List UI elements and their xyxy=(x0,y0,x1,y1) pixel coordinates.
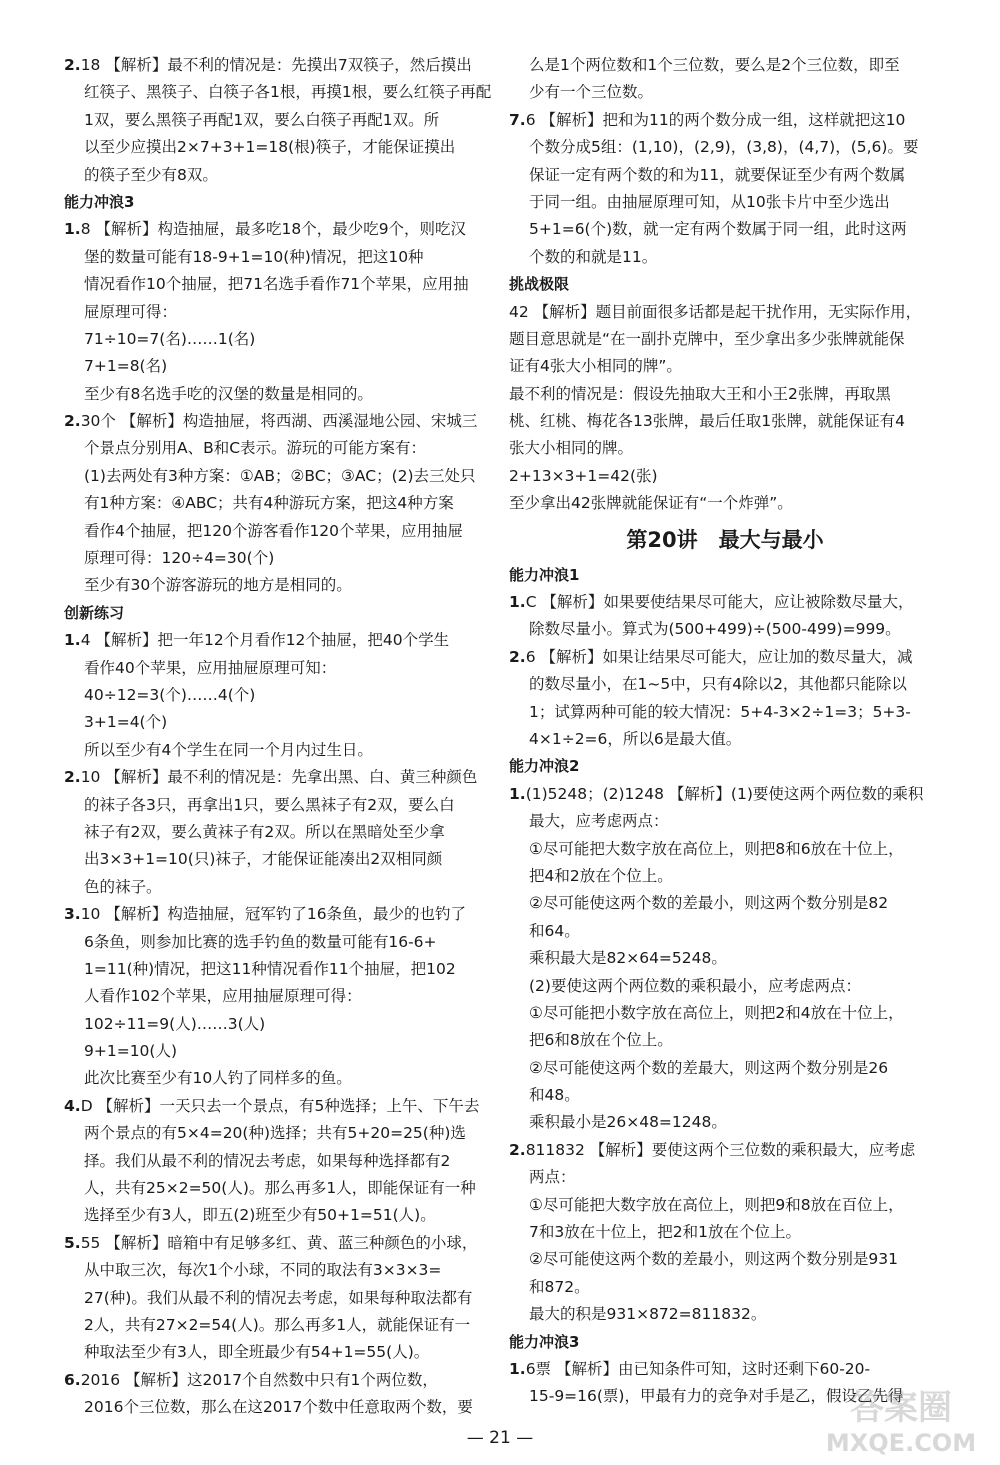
item-number: 1. xyxy=(64,220,81,239)
text-line: 27(种)。我们从最不利的情况去考虑，如果每种取法都有 xyxy=(84,1288,473,1307)
text-line: 最不利的情况是：假设先抽取大王和小王2张牌，再取黑 xyxy=(509,384,891,403)
text-line: 42 【解析】题目前面很多话都是起干扰作用，无实际作用， xyxy=(509,302,922,321)
text-line: 证有4张大小相同的牌”。 xyxy=(509,357,682,376)
text-line: 6条鱼，则参加比赛的选手钓鱼的数量可能有16-6+ xyxy=(84,932,437,951)
text-line: 的筷子至少有8双。 xyxy=(84,165,218,184)
text-line: 和872。 xyxy=(529,1277,590,1296)
text-line: 至少有30个游客游玩的地方是相同的。 xyxy=(84,576,352,595)
answer-line xyxy=(64,216,496,243)
text-line: 此次比赛至少有10人钓了同样多的鱼。 xyxy=(84,1069,352,1088)
text-line: ②尽可能使这两个数的差最大，则这两个数分别是26 xyxy=(529,1058,889,1077)
text-line: 个景点分别用A、B和C表示。游玩的可能方案有： xyxy=(84,439,427,458)
text-line: 选择至少有3人，即五(2)班至少有50+1=51(人)。 xyxy=(84,1206,436,1225)
item-number: 2. xyxy=(64,412,81,431)
text-line: 乘积最小是26×48=1248。 xyxy=(529,1113,727,1132)
text-line: 4×1÷2=6，所以6是最大值。 xyxy=(529,729,742,748)
answer-text: 6票 【解析】由已知条件可知，这时还剩下60-20- xyxy=(525,1359,871,1378)
text-line: 桃、红桃、梅花各13张牌，最后任取1张牌，就能保证有4 xyxy=(509,412,905,431)
answer-line xyxy=(64,627,496,654)
text-line: 保证一定有两个数的和为11，就要保证至少有两个数属 xyxy=(529,165,906,184)
text-line: 1=11(种)情况，把这11种情况看作11个抽屉，把102 xyxy=(84,959,456,978)
answer-line xyxy=(64,764,496,791)
watermark-text-top: 答案圈 xyxy=(850,1388,952,1428)
item-number: 4. xyxy=(64,1096,81,1115)
answer-text: 6 【解析】把和为11的两个数分成一组，这样就把这10 xyxy=(525,110,906,129)
text-line: 两点： xyxy=(529,1168,576,1187)
text-line: 的袜子各3只，再拿出1只，要么黑袜子有2双，要么白 xyxy=(84,795,455,814)
subsection-heading: 能力冲浪3 xyxy=(64,192,135,211)
text-line: 把6和8放在个位上。 xyxy=(529,1031,673,1050)
text-line: ①尽可能把大数字放在高位上，则把8和6放在十位上， xyxy=(529,839,904,858)
text-line: 至少有8名选手吃的汉堡的数量是相同的。 xyxy=(84,384,373,403)
answer-line xyxy=(64,1093,496,1120)
item-number: 2. xyxy=(64,768,81,787)
text-line: 除数尽量小。算式为(500+499)÷(500-499)=999。 xyxy=(529,620,901,639)
right-column xyxy=(509,52,941,1411)
answer-text: 4 【解析】把一年12个月看作12个抽屉，把40个学生 xyxy=(80,631,450,650)
answer-text: 30个 【解析】构造抽屉，将西湖、西溪湿地公园、宋城三 xyxy=(80,412,478,431)
answer-text: 6 【解析】如果让结果尽可能大，应让加的数尽量大，减 xyxy=(525,647,913,666)
text-line: ②尽可能使这两个数的差最小，则这两个数分别是931 xyxy=(529,1250,898,1269)
item-number: 2. xyxy=(509,647,526,666)
text-line: 1；试算两种可能的较大情况：5+4-3×2÷1=3；5+3- xyxy=(529,702,911,721)
subsection-heading: 创新练习 xyxy=(64,603,125,622)
text-line: 所以至少有4个学生在同一个月内过生日。 xyxy=(84,740,373,759)
answer-text: 55 【解析】暗箱中有足够多红、黄、蓝三种颜色的小球， xyxy=(80,1233,478,1252)
item-number: 1. xyxy=(509,1359,526,1378)
item-number: 6. xyxy=(64,1370,81,1389)
text-line: 看作40个苹果，应用抽屉原理可知： xyxy=(84,658,337,677)
text-line: 至少拿出42张牌就能保证有“一个炸弹”。 xyxy=(509,494,793,513)
item-number: 1. xyxy=(64,631,81,650)
answer-line xyxy=(509,589,941,616)
text-line: 2+13×3+1=42(张) xyxy=(509,466,658,485)
answer-text: 8 【解析】构造抽屉，最多吃18个，最少吃9个，则吃汉 xyxy=(80,220,467,239)
subsection-heading: 能力冲浪3 xyxy=(509,1332,580,1351)
watermark-logo xyxy=(816,1381,986,1459)
text-line: 2016个三位数，那么在这2017个数中任意取两个数，要 xyxy=(84,1398,473,1417)
text-line: 袜子有2双，要么黄袜子有2双。所以在黑暗处至少拿 xyxy=(84,822,445,841)
text-line: 乘积最大是82×64=5248。 xyxy=(529,949,727,968)
text-line: 两个景点的有5×4=20(种)选择；共有5+20=25(种)选 xyxy=(84,1124,466,1143)
text-line: 于同一组。由抽屉原理可知，从10张卡片中至少选出 xyxy=(529,192,890,211)
text-line: 少有一个三位数。 xyxy=(529,83,654,102)
item-number: 5. xyxy=(64,1233,81,1252)
text-line: ①尽可能把大数字放在高位上，则把9和8放在百位上， xyxy=(529,1195,904,1214)
answer-text: 10 【解析】构造抽屉，冠军钓了16条鱼，最少的也钓了 xyxy=(80,905,467,924)
answer-line xyxy=(509,644,941,671)
section-title: 第20讲 最大与最小 xyxy=(626,527,824,552)
item-number: 3. xyxy=(64,905,81,924)
text-line: 出3×3+1=10(只)袜子，才能保证能凑出2双相同颜 xyxy=(84,850,443,869)
answer-text: 18 【解析】最不利的情况是：先摸出7双筷子，然后摸出 xyxy=(80,56,472,74)
text-line: 色的袜子。 xyxy=(84,877,162,896)
item-number: 7. xyxy=(509,110,526,129)
text-line: 屉原理可得： xyxy=(84,302,178,321)
text-line: (2)要使这两个两位数的乘积最小，应考虑两点： xyxy=(529,976,861,995)
text-line: 个数的和就是11。 xyxy=(529,247,658,266)
text-line: 从中取三次，每次1个小球，不同的取法有3×3×3= xyxy=(84,1261,442,1280)
text-line: 把4和2放在个位上。 xyxy=(529,866,673,885)
text-line: ①尽可能把小数字放在高位上，则把2和4放在十位上， xyxy=(529,1003,904,1022)
subsection-heading: 挑战极限 xyxy=(509,275,570,294)
answer-line xyxy=(64,901,496,928)
answer-line xyxy=(64,1367,496,1394)
answer-text: (1)5248；(2)1248 【解析】(1)要使这两个两位数的乘积 xyxy=(525,784,924,803)
answer-line xyxy=(509,1137,941,1164)
answer-line xyxy=(509,107,941,134)
subsection-heading: 能力冲浪1 xyxy=(509,565,580,584)
subsection-heading: 能力冲浪2 xyxy=(509,757,580,776)
text-line: 么是1个两位数和1个三位数，要么是2个三位数，即至 xyxy=(529,56,900,74)
text-line: 9+1=10(人) xyxy=(84,1042,178,1061)
text-line: 的数尽量小，在1~5中，只有4除以2，其他都只能除以 xyxy=(529,675,907,694)
text-line: 最大的积是931×872=811832。 xyxy=(529,1305,767,1324)
text-line: 红筷子、黑筷子、白筷子各1根，再摸1根，要么红筷子再配 xyxy=(84,83,492,102)
item-number: 1. xyxy=(509,784,526,803)
text-line: 情况看作10个抽屉，把71名选手看作71个苹果，应用抽 xyxy=(84,275,469,294)
text-line: 堡的数量可能有18-9+1=10(种)情况，把这10种 xyxy=(84,247,424,266)
answer-text: C 【解析】如果要使结果尽可能大，应让被除数尽量大， xyxy=(525,593,914,612)
text-line: (1)去两处有3种方案：①AB；②BC；③AC；(2)去三处只 xyxy=(84,466,476,485)
text-line: 人看作102个苹果，应用抽屉原理可得： xyxy=(84,987,362,1006)
text-line: 有1种方案：④ABC；共有4种游玩方案，把这4种方案 xyxy=(84,494,454,513)
text-line: 种取法至少有3人，即全班最少有54+1=55(人)。 xyxy=(84,1343,430,1362)
item-number: 2. xyxy=(64,56,81,74)
answer-text: 10 【解析】最不利的情况是：先拿出黑、白、黄三种颜色 xyxy=(80,768,478,787)
text-line: 和64。 xyxy=(529,921,580,940)
answer-line xyxy=(509,781,941,808)
text-line: 1双，要么黑筷子再配1双，要么白筷子再配1双。所 xyxy=(84,110,440,129)
text-line: 最大，应考虑两点： xyxy=(529,812,669,831)
item-number: 1. xyxy=(509,593,526,612)
text-line: 张大小相同的牌。 xyxy=(509,439,634,458)
text-line: 个数分成5组：(1,10)，(2,9)，(3,8)，(4,7)，(5,6)。要 xyxy=(529,138,919,157)
answer-line xyxy=(64,52,496,79)
text-line: ②尽可能使这两个数的差最小，则这两个数分别是82 xyxy=(529,894,889,913)
left-column xyxy=(64,52,496,1422)
text-line: 以至少应摸出2×7+3+1=18(根)筷子，才能保证摸出 xyxy=(84,138,456,157)
answer-text: D 【解析】一天只去一个景点，有5种选择；上午、下午去 xyxy=(80,1096,480,1115)
text-line: 40÷12=3(个)……4(个) xyxy=(84,685,256,704)
text-line: 102÷11=9(人)……3(人) xyxy=(84,1014,266,1033)
text-line: 15-9=16(票)，甲最有力的竞争对手是乙，假设乙先得 xyxy=(529,1387,904,1406)
page-number: — 21 — xyxy=(466,1428,534,1448)
text-line: 7+1=8(名) xyxy=(84,357,168,376)
text-line: 择。我们从最不利的情况去考虑，如果每种选择都有2 xyxy=(84,1151,451,1170)
text-line: 3+1=4(个) xyxy=(84,713,168,732)
answer-line xyxy=(64,408,496,435)
item-number: 2. xyxy=(509,1140,526,1159)
watermark-text-bottom: MXQE.COM xyxy=(825,1429,977,1457)
answer-text: 2016 【解析】这2017个自然数中只有1个两位数， xyxy=(80,1370,438,1389)
text-line: 71÷10=7(名)……1(名) xyxy=(84,329,256,348)
text-line: 和48。 xyxy=(529,1086,580,1105)
text-line: 7和3放在十位上，把2和1放在个位上。 xyxy=(529,1223,801,1242)
text-line: 人，共有25×2=50(人)。那么再多1人，即能保证有一种 xyxy=(84,1179,476,1198)
text-line: 原理可得：120÷4=30(个) xyxy=(84,549,275,568)
answer-text: 811832 【解析】要使这两个三位数的乘积最大，应考虑 xyxy=(525,1140,916,1159)
text-line: 看作4个抽屉，把120个游客看作120个苹果，应用抽屉 xyxy=(84,521,464,540)
answer-line xyxy=(509,1356,941,1383)
text-line: 5+1=6(个)数，就一定有两个数属于同一组，此时这两 xyxy=(529,220,907,239)
text-line: 题目意思就是“在一副扑克牌中，至少拿出多少张牌就能保 xyxy=(509,329,905,348)
answer-line xyxy=(64,1230,496,1257)
text-line: 2人，共有27×2=54(人)。那么再多1人，就能保证有一 xyxy=(84,1315,471,1334)
